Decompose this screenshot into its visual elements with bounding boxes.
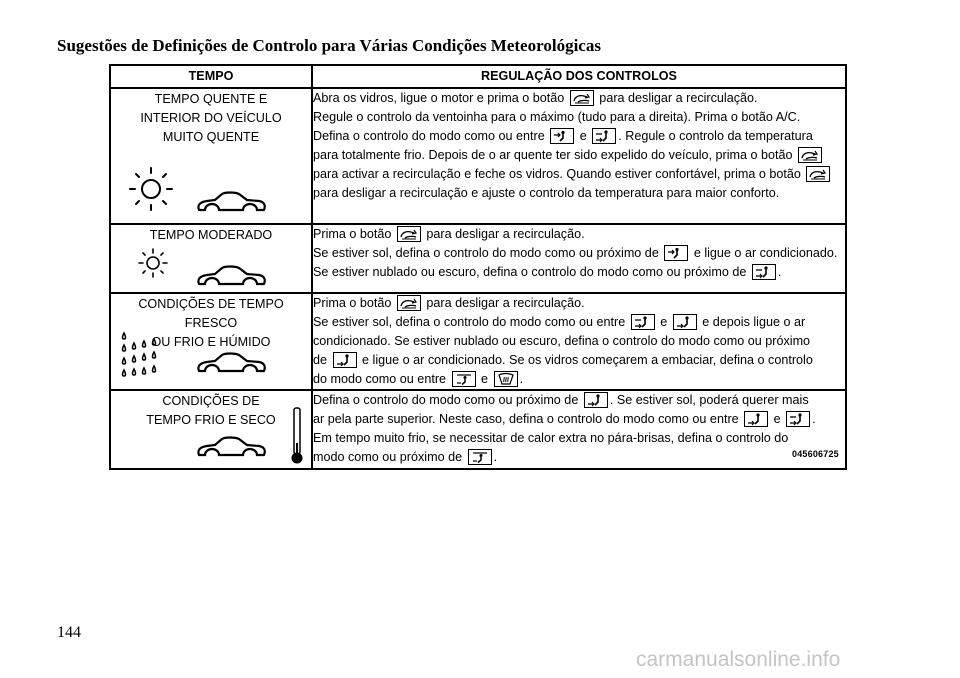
thermometer-icon [290, 407, 304, 465]
weather-settings-table [109, 64, 847, 470]
controls-cell-cold-dry [312, 390, 846, 469]
control-line: condicionado. Se estiver nublado ou escuro, defina o controlo do modo como ou próximo [313, 334, 811, 348]
weather-label-line: CONDIÇÕES DE [162, 394, 260, 408]
weather-label-line: CONDIÇÕES DE TEMPO FRESCO [138, 297, 284, 330]
figure-code: 045606725 [792, 449, 839, 459]
weather-cell-hot [110, 88, 312, 224]
table-row-cool-humid [110, 293, 846, 390]
controls-cell-cool-humid [312, 293, 846, 390]
table-row-hot [110, 88, 846, 224]
control-line: para activar a recirculação e feche os vidros. Quando estiver confortável, prima o botão [313, 165, 845, 184]
weather-cell-cool-humid [110, 293, 312, 390]
floor-mode-icon [673, 314, 697, 330]
sun-icon [127, 166, 175, 212]
control-line: para totalmente frio. Depois de o ar quente ter sido expelido do veículo, prima o botão [313, 146, 845, 165]
table-row-cold-dry [110, 390, 846, 469]
control-line: para desligar a recirculação e ajuste o controlo da temperatura para maior conforto. [313, 186, 780, 200]
weather-label-line: INTERIOR DO VEÍCULO [140, 111, 282, 125]
controls-cell-hot [312, 88, 846, 224]
recirculation-icon [397, 226, 421, 242]
recirculation-icon [570, 90, 594, 106]
table-row-moderate [110, 224, 846, 293]
defrost-icon [494, 371, 518, 387]
control-line: modo como ou próximo de . [313, 450, 498, 464]
weather-label-line: OU FRIO E HÚMIDO [151, 335, 271, 349]
control-line: Regule o controlo da ventoinha para o máximo (tudo para a direita). Prima o botão A/C. [313, 110, 801, 124]
car-icon [195, 435, 267, 461]
control-line: Defina o controlo do modo como ou próximo de . Se estiver sol, poderá querer mais [313, 393, 809, 407]
control-line: Em tempo muito frio, se necessitar de calor extra no pára-brisas, defina o controlo do [313, 431, 789, 445]
mix-mode-icon [452, 371, 476, 387]
weather-label-line: MUITO QUENTE [162, 130, 260, 144]
page-number: 144 [57, 624, 81, 641]
mix-mode-icon [468, 449, 492, 465]
control-line: Defina o controlo do modo como ou entre e . Regule o controlo da temperatura [313, 129, 813, 143]
panel-mode-icon [550, 128, 574, 144]
control-line: Prima o botão para desligar a recirculação. [313, 227, 585, 241]
sun-icon [137, 247, 169, 279]
bilevel-mode-icon [592, 128, 616, 144]
control-line: ar pela parte superior. Neste caso, defina o controlo do modo como ou entre e . [313, 412, 816, 426]
header-controls: REGULAÇÃO DOS CONTROLOS [312, 65, 846, 88]
floor-mode-icon [744, 411, 768, 427]
recirculation-icon [806, 166, 830, 182]
control-line: Prima o botão para desligar a recirculação. [313, 296, 585, 310]
weather-cell-cold-dry [110, 390, 312, 469]
weather-label-line: TEMPO FRIO E SECO [146, 413, 276, 427]
control-line: Se estiver sol, defina o controlo do modo como ou entre e e depois ligue o ar [313, 315, 806, 329]
control-line: do modo como ou entre e . [313, 372, 524, 386]
header-weather: TEMPO [110, 65, 312, 88]
raindrops-icon [119, 328, 167, 378]
bilevel-mode-icon [752, 264, 776, 280]
control-line: Se estiver sol, defina o controlo do modo como ou próximo de e ligue o ar condicionado. [313, 246, 838, 260]
control-line: Se estiver nublado ou escuro, defina o controlo do modo como ou próximo de . [313, 265, 782, 279]
controls-cell-moderate [312, 224, 846, 293]
car-icon [195, 190, 267, 216]
control-line: Abra os vidros, ligue o motor e prima o botão para desligar a recirculação. [313, 91, 758, 105]
panel-mode-icon [664, 245, 688, 261]
watermark: carmanualsonline.info [636, 648, 841, 671]
floor-mode-icon [584, 392, 608, 408]
car-icon [195, 264, 267, 290]
bilevel-mode-icon [786, 411, 810, 427]
control-line: de e ligue o ar condicionado. Se os vidros começarem a embaciar, defina o controlo [313, 353, 813, 367]
car-icon [195, 351, 267, 377]
weather-label-line: TEMPO MODERADO [149, 228, 273, 242]
table-header-row [110, 65, 846, 88]
weather-label-line: TEMPO QUENTE E [154, 92, 268, 106]
page-title: Sugestões de Definições de Controlo para Várias Condições Meteorológicas [57, 36, 601, 55]
floor-mode-icon [333, 352, 357, 368]
recirculation-icon [798, 147, 822, 163]
recirculation-icon [397, 295, 421, 311]
bilevel-mode-icon [631, 314, 655, 330]
weather-cell-moderate [110, 224, 312, 293]
